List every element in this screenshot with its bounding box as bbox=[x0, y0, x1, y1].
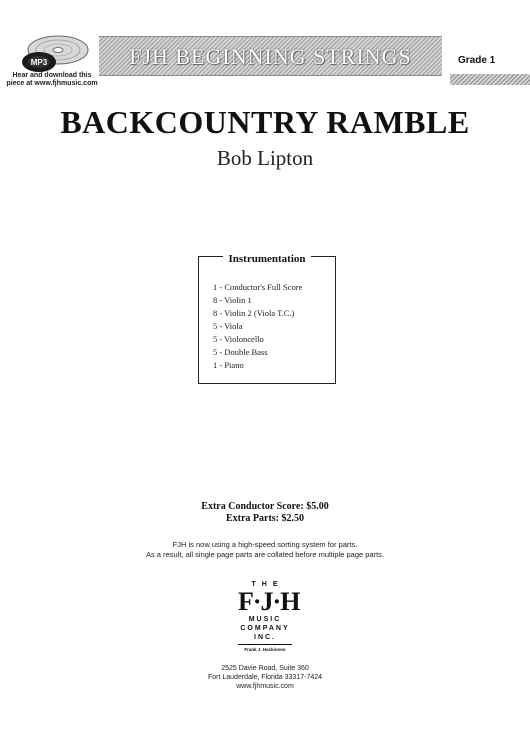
publisher-logo-main: F·J·H bbox=[238, 587, 300, 616]
instrumentation-item: 5 - Violoncello bbox=[213, 334, 264, 344]
instrumentation-item: 8 - Violin 1 bbox=[213, 295, 252, 305]
publisher-logo-music: MUSIC bbox=[248, 616, 282, 623]
instrumentation-item: 1 - Conductor's Full Score bbox=[213, 282, 303, 292]
publisher-logo-rule bbox=[238, 644, 292, 645]
instrumentation-item: 1 - Piano bbox=[213, 360, 244, 370]
instrumentation-heading-wrap bbox=[199, 249, 335, 267]
instrumentation-item: 5 - Double Bass bbox=[213, 347, 268, 357]
publisher-logo bbox=[238, 580, 300, 653]
mp3-badge-text: MP3 bbox=[30, 58, 48, 67]
mp3-caption bbox=[0, 72, 104, 88]
instrumentation-box bbox=[198, 253, 336, 384]
mp3-caption-line2: piece at www.fjhmusic.com bbox=[6, 80, 98, 87]
series-title: FJH BEGINNING STRINGS bbox=[129, 44, 412, 69]
publisher-logo-top: THE bbox=[251, 581, 284, 588]
address-line1: 2525 Davie Road, Suite 360 bbox=[221, 665, 309, 672]
publisher-logo-founder: Frank J. Hackinson bbox=[244, 647, 286, 652]
composer-name: Bob Lipton bbox=[216, 146, 314, 170]
sorting-note-line1: FJH is now using a high-speed sorting system for parts. bbox=[172, 540, 358, 549]
instrumentation-heading: Instrumentation bbox=[223, 253, 310, 265]
piece-title: BACKCOUNTRY RAMBLE bbox=[60, 104, 470, 140]
publisher-logo-company: COMPANY bbox=[240, 625, 290, 632]
instrumentation-list bbox=[213, 281, 302, 372]
publisher-website: www.fjhmusic.com bbox=[236, 683, 294, 690]
instrumentation-item: 8 - Violin 2 (Viola T.C.) bbox=[213, 308, 295, 318]
instrumentation-item: 5 - Viola bbox=[213, 321, 243, 331]
sorting-note-line2: As a result, all single page parts are collated before multiple page parts. bbox=[145, 550, 385, 559]
publisher-address bbox=[0, 664, 530, 691]
mp3-caption-line1: Hear and download this bbox=[12, 72, 92, 79]
extra-score-price: Extra Conductor Score: $5.00 bbox=[201, 501, 329, 512]
grade-label: Grade 1 bbox=[458, 55, 496, 66]
publisher-logo-inc: INC. bbox=[254, 634, 276, 641]
series-banner bbox=[99, 36, 442, 76]
grade-bar bbox=[450, 74, 530, 85]
address-line2: Fort Lauderdale, Florida 33317-7424 bbox=[207, 674, 323, 681]
extra-parts-price: Extra Parts: $2.50 bbox=[225, 513, 305, 524]
